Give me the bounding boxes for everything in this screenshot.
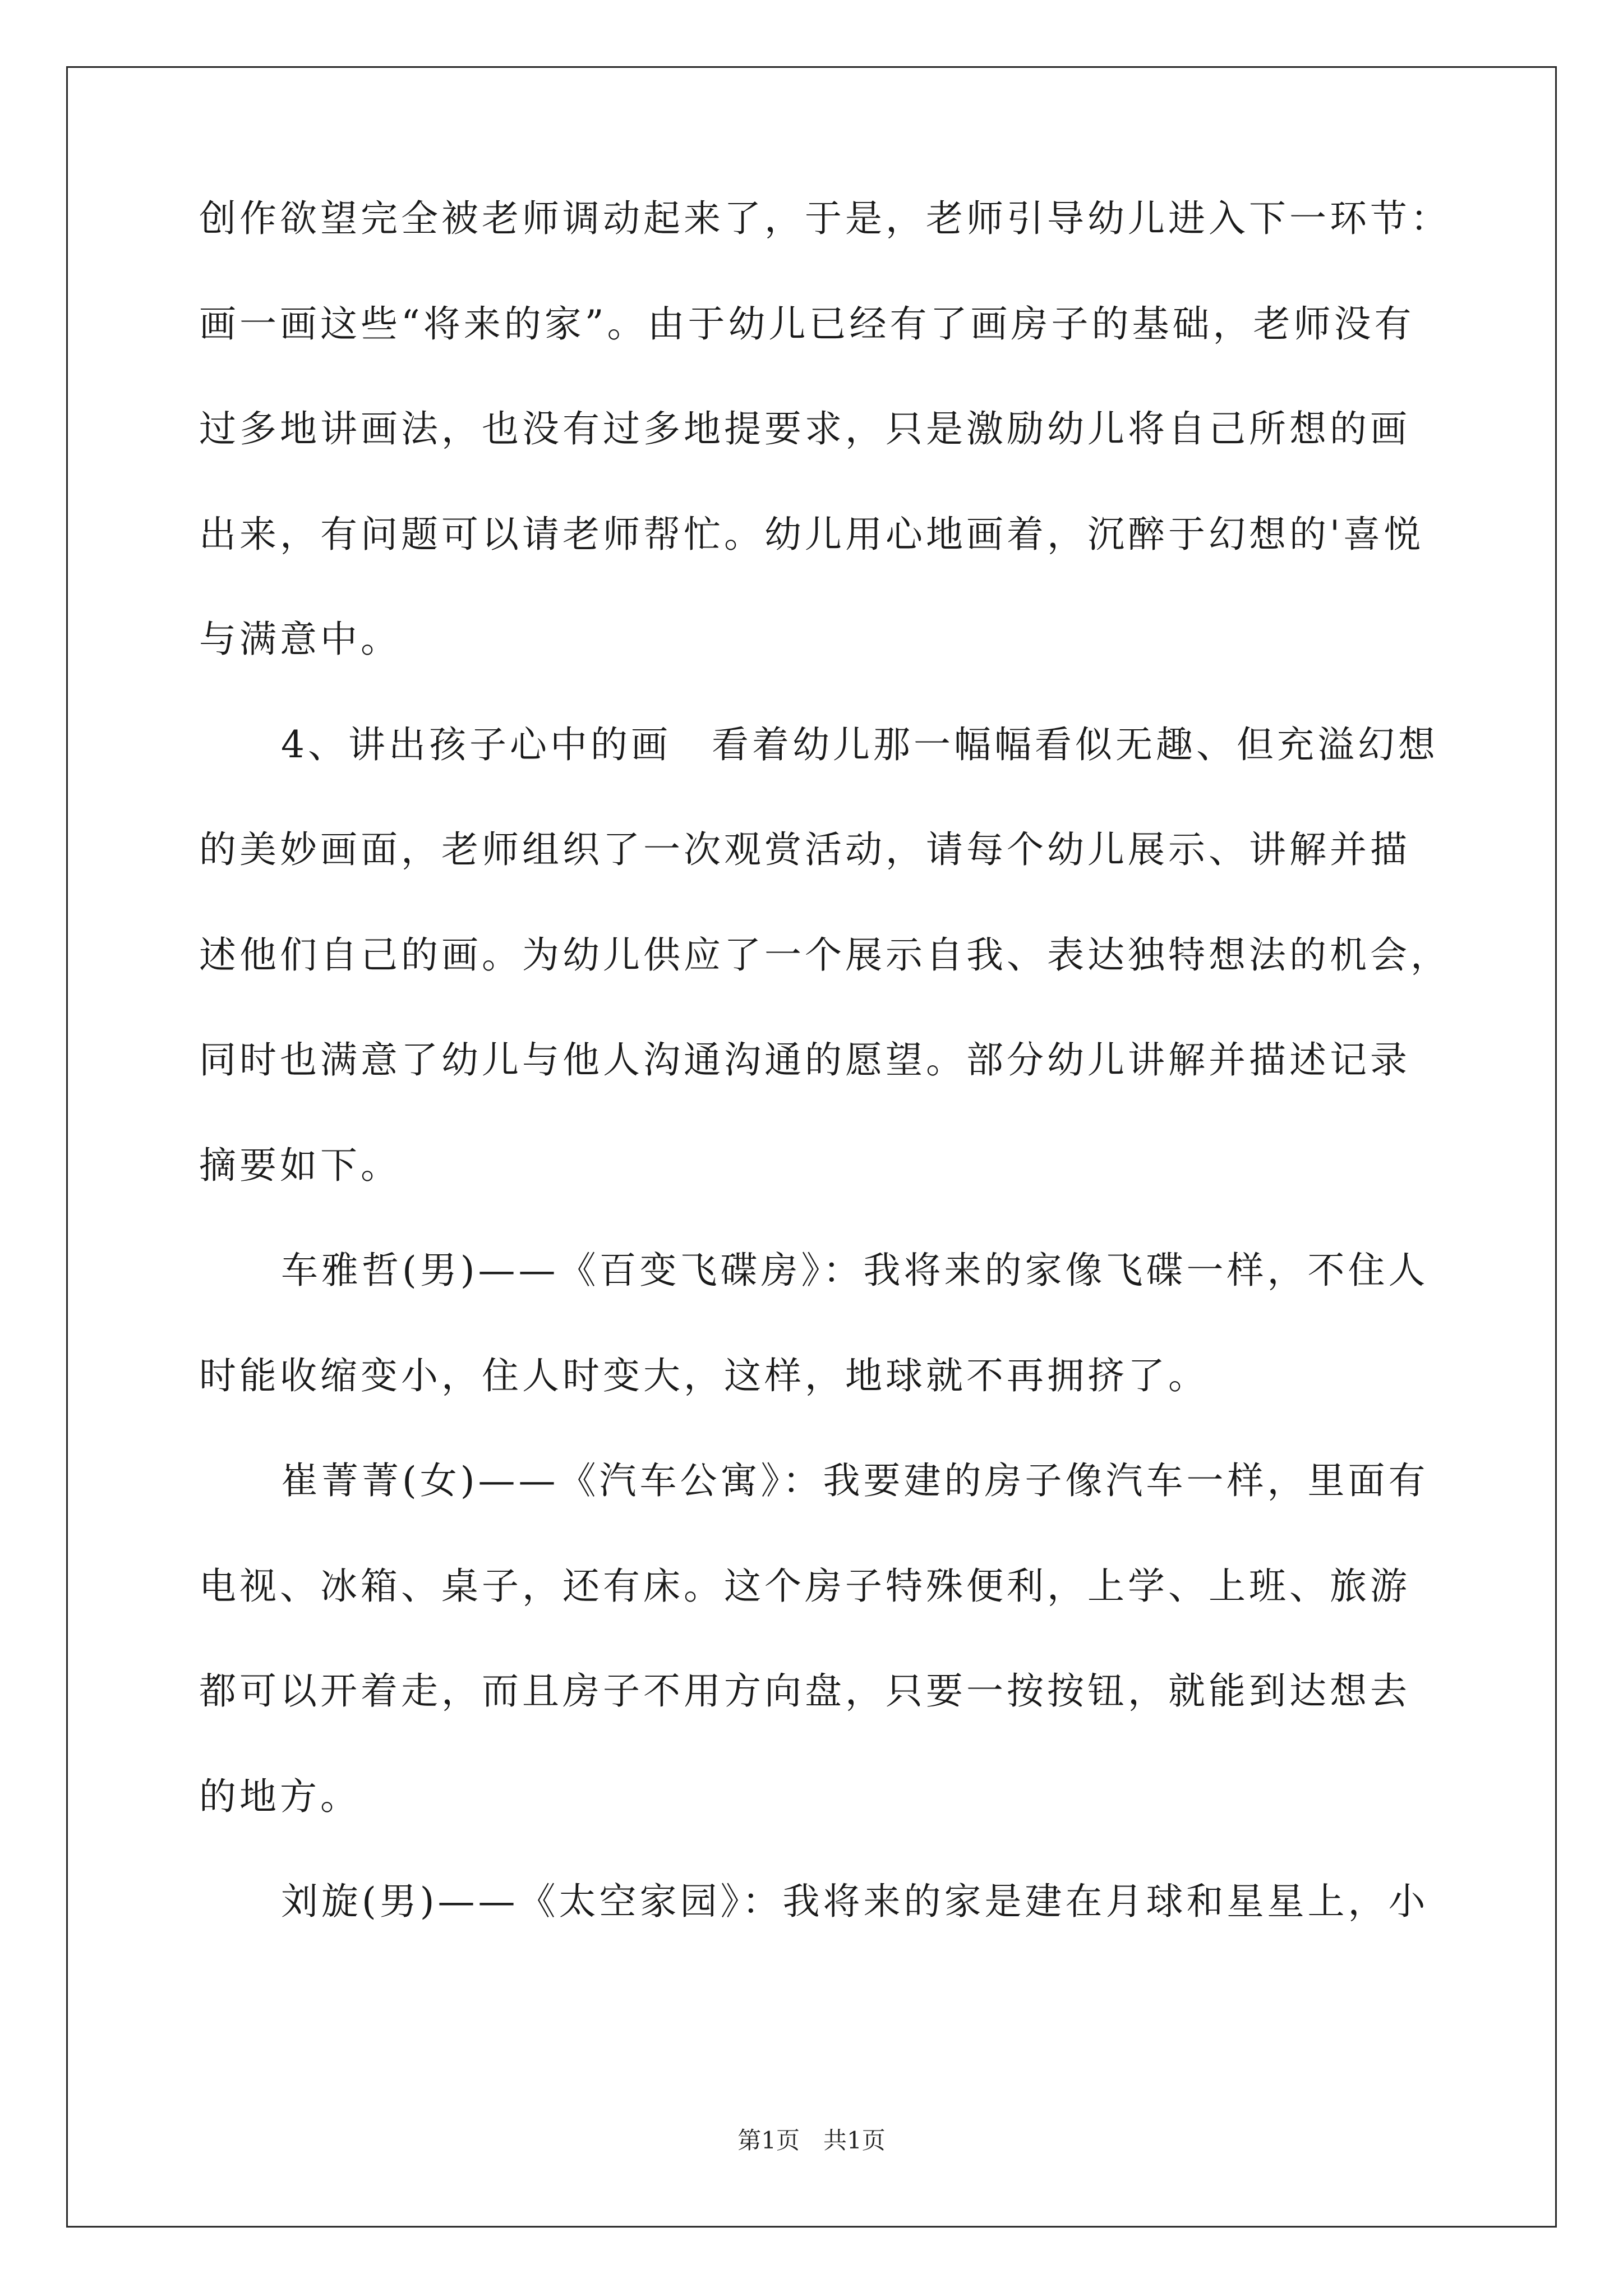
text-line: 述他们自己的画。为幼儿供应了一个展示自我、表达独特想法的机会，	[199, 933, 1451, 977]
text-line: 创作欲望完全被老师调动起来了，于是，老师引导幼儿进入下一环节：	[199, 197, 1451, 240]
text-line: 车雅哲(男)——《百变飞碟房》：我将来的家像飞碟一样，不住人	[281, 1249, 1429, 1292]
page-number: 第1页 共1页	[737, 2127, 886, 2154]
text-line: 与满意中。	[199, 618, 401, 661]
text-line: 4、讲出孩子心中的画 看着幼儿那一幅幅看似无趣、但充溢幻想	[281, 723, 1438, 766]
text-line: 过多地讲画法，也没有过多地提要求，只是激励幼儿将自己所想的画	[199, 407, 1410, 450]
text-line: 时能收缩变小，住人时变大，这样，地球就不再拥挤了。	[199, 1354, 1209, 1397]
text-line: 的美妙画面，老师组织了一次观赏活动，请每个幼儿展示、讲解并描	[199, 828, 1410, 871]
text-line: 画一画这些“将来的家”。由于幼儿已经有了画房子的基础，老师没有	[199, 302, 1415, 346]
text-line: 电视、冰箱、桌子，还有床。这个房子特殊便利，上学、上班、旅游	[199, 1565, 1410, 1608]
text-line: 的地方。	[199, 1775, 361, 1818]
text-line: 摘要如下。	[199, 1144, 401, 1187]
text-line: 刘旋(男)——《太空家园》：我将来的家是建在月球和星星上，小	[281, 1880, 1429, 1923]
text-line: 出来，有问题可以请老师帮忙。幼儿用心地画着，沉醉于幻想的'喜悦	[199, 513, 1424, 556]
text-line: 同时也满意了幼儿与他人沟通沟通的愿望。部分幼儿讲解并描述记录	[199, 1038, 1410, 1082]
text-line: 都可以开着走，而且房子不用方向盘，只要一按按钮，就能到达想去	[199, 1669, 1410, 1713]
text-line: 崔菁菁(女)——《汽车公寓》：我要建的房子像汽车一样，里面有	[281, 1459, 1429, 1502]
